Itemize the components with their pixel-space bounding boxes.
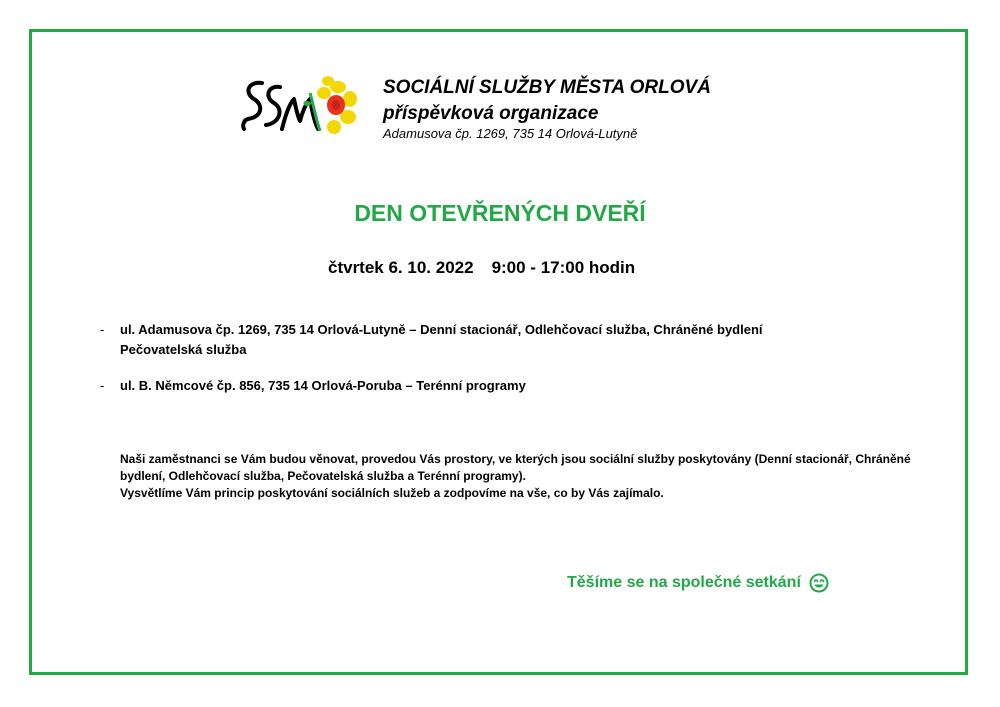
event-date: čtvrtek 6. 10. 2022	[328, 258, 474, 277]
location-line: Pečovatelská služba	[120, 342, 247, 357]
organization-name: SOCIÁLNÍ SLUŽBY MĚSTA ORLOVÁ	[383, 77, 711, 98]
organization-type: příspěvková organizace	[383, 103, 599, 124]
ssmo-logo	[240, 73, 358, 141]
list-dash: -	[100, 378, 105, 393]
event-title: DEN OTEVŘENÝCH DVEŘÍ	[354, 200, 646, 226]
info-paragraph: Vysvětlíme Vám princip poskytování sociálních služeb a zodpovíme na vše, co by Vás zajímalo.	[120, 486, 664, 500]
location-item	[100, 376, 860, 396]
organization-address: Adamusova čp. 1269, 735 14 Orlová-Lutyně	[383, 126, 638, 141]
logo-flower	[317, 76, 357, 134]
list-dash: -	[100, 322, 105, 337]
smiley-icon	[809, 573, 829, 593]
info-paragraph: Naši zaměstnanci se Vám budou věnovat, provedou Vás prostory, ve kterých jsou sociální služby poskytovány (Denní stacionář, Chráněné bydlení, Odlehčovací služba, Pečovatelská služba a Terénní programy).	[120, 452, 911, 483]
location-text: ul. B. Němcové čp. 856, 735 14 Orlová-Poruba – Terénní programy	[120, 378, 526, 393]
closing-text: Těšíme se na společné setkání	[567, 574, 801, 591]
event-time: 9:00 - 17:00 hodin	[491, 258, 636, 277]
location-line: ul. Adamusova čp. 1269, 735 14 Orlová-Lutyně – Denní stacionář, Odlehčovací služba, Chráněné bydlení	[120, 322, 763, 337]
logo-letter-s	[243, 83, 262, 129]
logo-letter-s2	[266, 87, 280, 125]
location-text	[120, 320, 860, 360]
info-block	[120, 451, 950, 502]
location-item	[100, 320, 860, 360]
event-datetime	[328, 258, 635, 278]
closing-message	[567, 573, 829, 593]
